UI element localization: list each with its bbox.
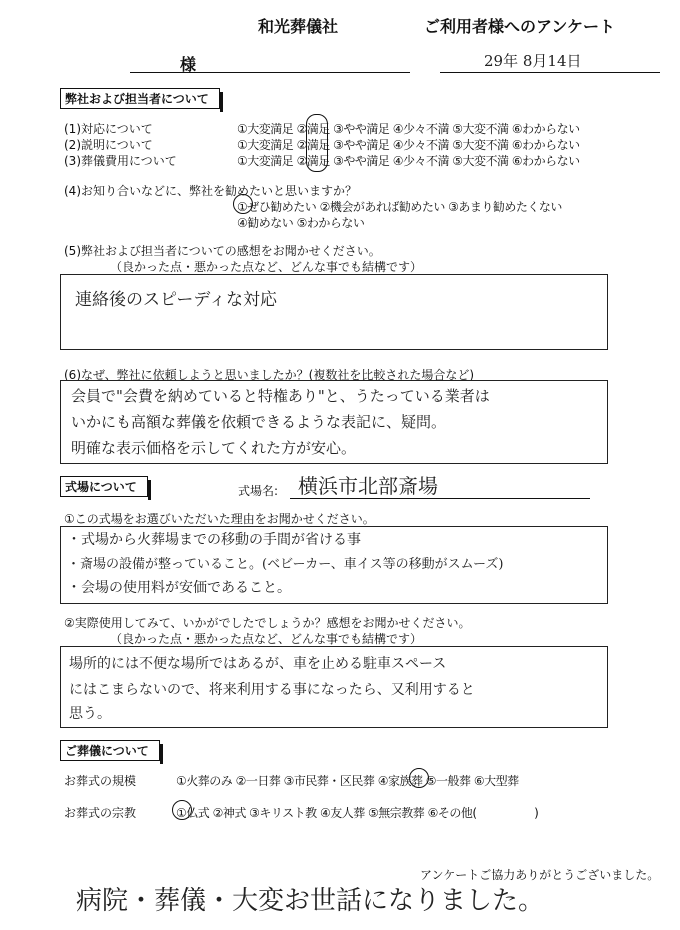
name-underline [130, 72, 410, 73]
venue-q1-answer-line1: ・式場から火葬場までの移動の手間が省ける事 [67, 532, 361, 548]
q4-options-line2: ④勧めない ⑤わからない [237, 216, 365, 230]
q3-label: (3)葬儀費用について [64, 154, 177, 168]
selection-circle-q4 [233, 194, 253, 214]
scale-label: お葬式の規模 [64, 774, 137, 788]
venue-q1-answer-box [60, 526, 608, 604]
date-underline [440, 72, 660, 73]
survey-title: ご利用者様へのアンケート [424, 17, 616, 36]
scale-options: ①火葬のみ ②一日葬 ③市民葬・区民葬 ④家族葬 ⑤一般葬 ⑥大型葬 [176, 774, 519, 788]
q6-label: (6)なぜ、弊社に依頼しようと思いましたか？(複数社を比較された場合など) [64, 368, 475, 382]
section-venue-tag: 式場について [60, 476, 148, 497]
q3-options: ①大変満足 ②満足 ③やや満足 ④少々不満 ⑤大変不満 ⑥わからない [237, 154, 580, 168]
q5-label: (5)弊社および担当者についての感想をお聞かせください。 [64, 244, 381, 258]
q5-answer-box [60, 274, 608, 350]
q2-label: (2)説明について [64, 138, 153, 152]
q5-answer: 連絡後のスピーディな対応 [75, 290, 277, 310]
handwritten-message: 病院・葬儀・大変お世話になりました。 [76, 886, 545, 916]
q6-answer-box [60, 380, 608, 464]
q4-label: (4)お知り合いなどに、弊社を勧めたいと思いますか？ [64, 184, 358, 198]
venue-q1-answer-line3: ・会場の使用料が安価であること。 [67, 580, 291, 596]
venue-q1-answer-line2: ・斎場の設備が整っていること。(ベビーカー、車イス等の移動がスムーズ) [67, 557, 504, 572]
q4-options-line1: ①ぜひ勧めたい ②機会があれば勧めたい ③あまり勧めたくない [237, 200, 562, 214]
q5-sub: （良かった点・悪かった点など、どんな事でも結構です） [110, 260, 423, 274]
q1-options: ①大変満足 ②満足 ③やや満足 ④少々不満 ⑤大変不満 ⑥わからない [237, 122, 580, 136]
venue-q2-answer-box [60, 646, 608, 728]
venue-q2-answer-line3: 思う。 [69, 706, 111, 722]
venue-underline [290, 498, 590, 499]
venue-q2-label: ②実際使用してみて、いかがでしたでしょうか？感想をお聞かせください。 [64, 616, 471, 630]
venue-q1-label: ①この式場をお選びいただいた理由をお聞かせください。 [64, 512, 375, 526]
q6-answer-line2: いかにも高額な葬儀を依頼できるような表記に、疑問。 [71, 413, 447, 431]
selection-circle-religion [172, 800, 192, 820]
section-company-tag: 弊社および担当者について [60, 88, 220, 109]
venue-q2-answer-line2: にはこまらないので、将来利用する事になったら、又利用すると [69, 682, 475, 698]
q6-answer-line1: 会員で"会費を納めていると特権あり"と、うたっている業者は [71, 387, 490, 405]
selection-circle-q1-q3 [306, 114, 328, 172]
section-funeral-tag: ご葬儀について [60, 740, 160, 761]
thanks-text: アンケートご協力ありがとうございました。 [420, 868, 660, 882]
venue-q2-sub: （良かった点・悪かった点など、どんな事でも結構です） [110, 632, 423, 646]
survey-date: 29年 8月14日 [484, 52, 582, 70]
sama-label: 様 [180, 55, 197, 74]
q6-answer-line3: 明確な表示価格を示してくれた方が安心。 [71, 439, 357, 457]
venue-name: 横浜市北部斎場 [298, 474, 438, 498]
religion-label: お葬式の宗教 [64, 806, 137, 820]
company-name: 和光葬儀社 [258, 17, 339, 36]
q2-options: ①大変満足 ②満足 ③やや満足 ④少々不満 ⑤大変不満 ⑥わからない [237, 138, 580, 152]
selection-circle-scale [409, 768, 429, 788]
venue-q2-answer-line1: 場所的には不便な場所ではあるが、車を止める駐車スペース [69, 656, 447, 672]
religion-options: ①仏式 ②神式 ③キリスト教 ④友人葬 ⑤無宗教葬 ⑥その他( ) [176, 806, 539, 820]
q1-label: (1)対応について [64, 122, 153, 136]
venue-label: 式場名: [238, 484, 279, 498]
